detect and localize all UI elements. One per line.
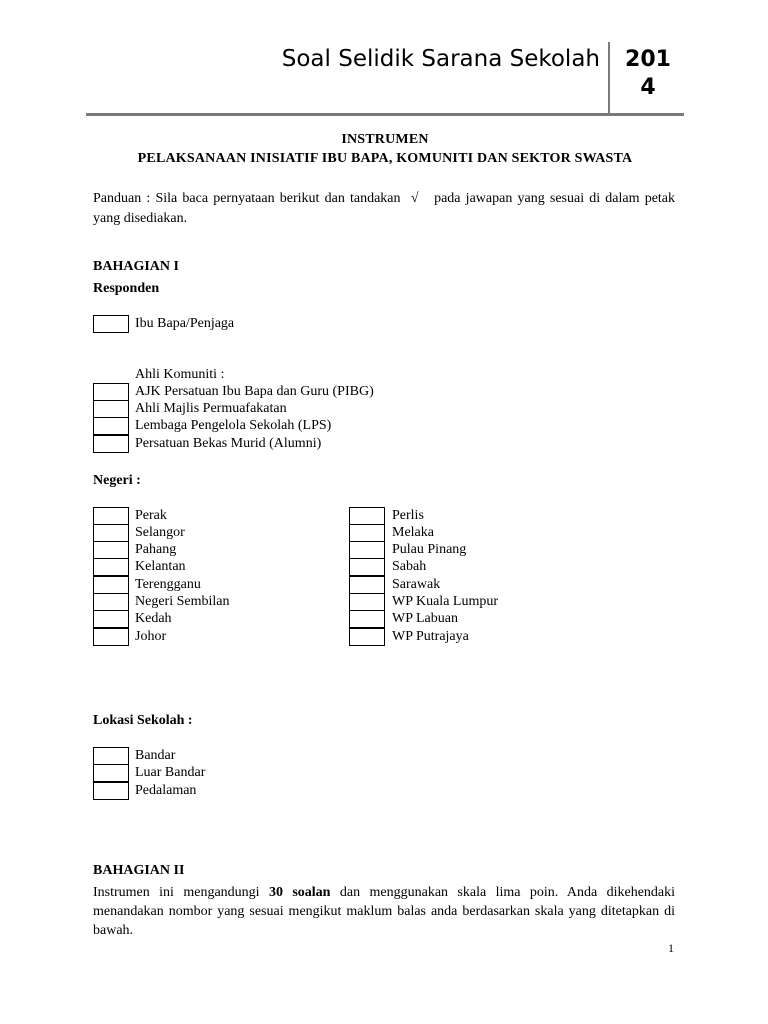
ibu-bapa-label: Ibu Bapa/Penjaga (135, 316, 235, 331)
guide-paragraph (93, 189, 675, 229)
document-header-title: Soal Selidik Sarana Sekolah (281, 46, 600, 72)
header-divider-horizontal (86, 113, 684, 116)
section-2-title: BAHAGIAN II (93, 863, 185, 878)
checkbox-majlis[interactable] (93, 400, 129, 418)
checkbox-sarawak[interactable] (349, 576, 385, 594)
negeri-terengganu: Terengganu (135, 577, 201, 592)
checkbox-alumni[interactable] (93, 435, 129, 453)
section-2-paragraph (93, 883, 675, 940)
lokasi-luar-bandar: Luar Bandar (135, 765, 206, 780)
komuniti-item-lps: Lembaga Pengelola Sekolah (LPS) (135, 418, 332, 433)
section-2-text-before: Instrumen ini mengandungi (93, 885, 260, 900)
lokasi-bandar: Bandar (135, 748, 176, 763)
komuniti-item-pibg: AJK Persatuan Ibu Bapa dan Guru (PIBG) (135, 384, 374, 399)
negeri-wp-kuala-lumpur: WP Kuala Lumpur (392, 594, 499, 609)
checkbox-pedalaman[interactable] (93, 782, 129, 800)
negeri-kelantan: Kelantan (135, 559, 186, 574)
checkbox-terengganu[interactable] (93, 576, 129, 594)
negeri-wp-putrajaya: WP Putrajaya (392, 629, 469, 644)
responden-label: Responden (93, 281, 160, 296)
checkbox-negeri-sembilan[interactable] (93, 593, 129, 611)
checkbox-ibu-bapa[interactable] (93, 315, 129, 333)
section-2-text-after: dan menggunakan skala lima poin. Anda dikehendaki menandakan nombor yang sesuai mengikut maklum balas anda berdasarkan skala yang ditetapkan di bawah. (93, 885, 676, 938)
section-1-title: BAHAGIAN I (93, 259, 179, 274)
komuniti-item-majlis: Ahli Majlis Permuafakatan (135, 401, 287, 416)
checkbox-luar-bandar[interactable] (93, 764, 129, 782)
header-divider-vertical (608, 42, 610, 114)
negeri-kedah: Kedah (135, 611, 172, 626)
negeri-wp-labuan: WP Labuan (392, 611, 458, 626)
guide-text-after: pada jawapan yang sesuai di dalam petak yang disediakan. (93, 191, 676, 226)
checkbox-pahang[interactable] (93, 541, 129, 559)
checkbox-selangor[interactable] (93, 524, 129, 542)
checkbox-johor[interactable] (93, 628, 129, 646)
checkbox-perlis[interactable] (349, 507, 385, 525)
komuniti-item-alumni: Persatuan Bekas Murid (Alumni) (135, 436, 322, 451)
negeri-johor: Johor (135, 629, 167, 644)
checkbox-wp-labuan[interactable] (349, 610, 385, 628)
negeri-pulau-pinang: Pulau Pinang (392, 542, 467, 557)
negeri-perak: Perak (135, 508, 167, 523)
lokasi-label: Lokasi Sekolah : (93, 713, 193, 728)
negeri-pahang: Pahang (135, 542, 177, 557)
instrument-subheading: PELAKSANAAN INISIATIF IBU BAPA, KOMUNITI DAN SEKTOR SWASTA (137, 151, 633, 166)
instrument-heading: INSTRUMEN (341, 132, 429, 147)
negeri-melaka: Melaka (392, 525, 434, 540)
page-number: 1 (668, 941, 674, 955)
negeri-perlis: Perlis (392, 508, 424, 523)
negeri-selangor: Selangor (135, 525, 185, 540)
checkbox-sabah[interactable] (349, 558, 385, 576)
checkbox-melaka[interactable] (349, 524, 385, 542)
checkbox-pulau-pinang[interactable] (349, 541, 385, 559)
komuniti-label: Ahli Komuniti : (135, 367, 225, 382)
section-2-text-bold: 30 soalan (268, 885, 331, 900)
checkbox-lps[interactable] (93, 417, 129, 435)
header-year (620, 46, 676, 102)
checkbox-bandar[interactable] (93, 747, 129, 765)
header-year-line2: 4 (640, 75, 656, 100)
checkbox-wp-kuala-lumpur[interactable] (349, 593, 385, 611)
checkbox-pibg[interactable] (93, 383, 129, 401)
negeri-label: Negeri : (93, 473, 141, 488)
lokasi-pedalaman: Pedalaman (135, 783, 197, 798)
checkbox-kedah[interactable] (93, 610, 129, 628)
checkbox-perak[interactable] (93, 507, 129, 525)
check-mark-icon: √ (410, 191, 419, 206)
header-year-line1: 201 (625, 47, 671, 72)
checkbox-kelantan[interactable] (93, 558, 129, 576)
negeri-negeri-sembilan: Negeri Sembilan (135, 594, 230, 609)
guide-text-before: Panduan : Sila baca pernyataan berikut dan tandakan (93, 191, 401, 206)
checkbox-wp-putrajaya[interactable] (349, 628, 385, 646)
negeri-sabah: Sabah (392, 559, 427, 574)
negeri-sarawak: Sarawak (392, 577, 441, 592)
